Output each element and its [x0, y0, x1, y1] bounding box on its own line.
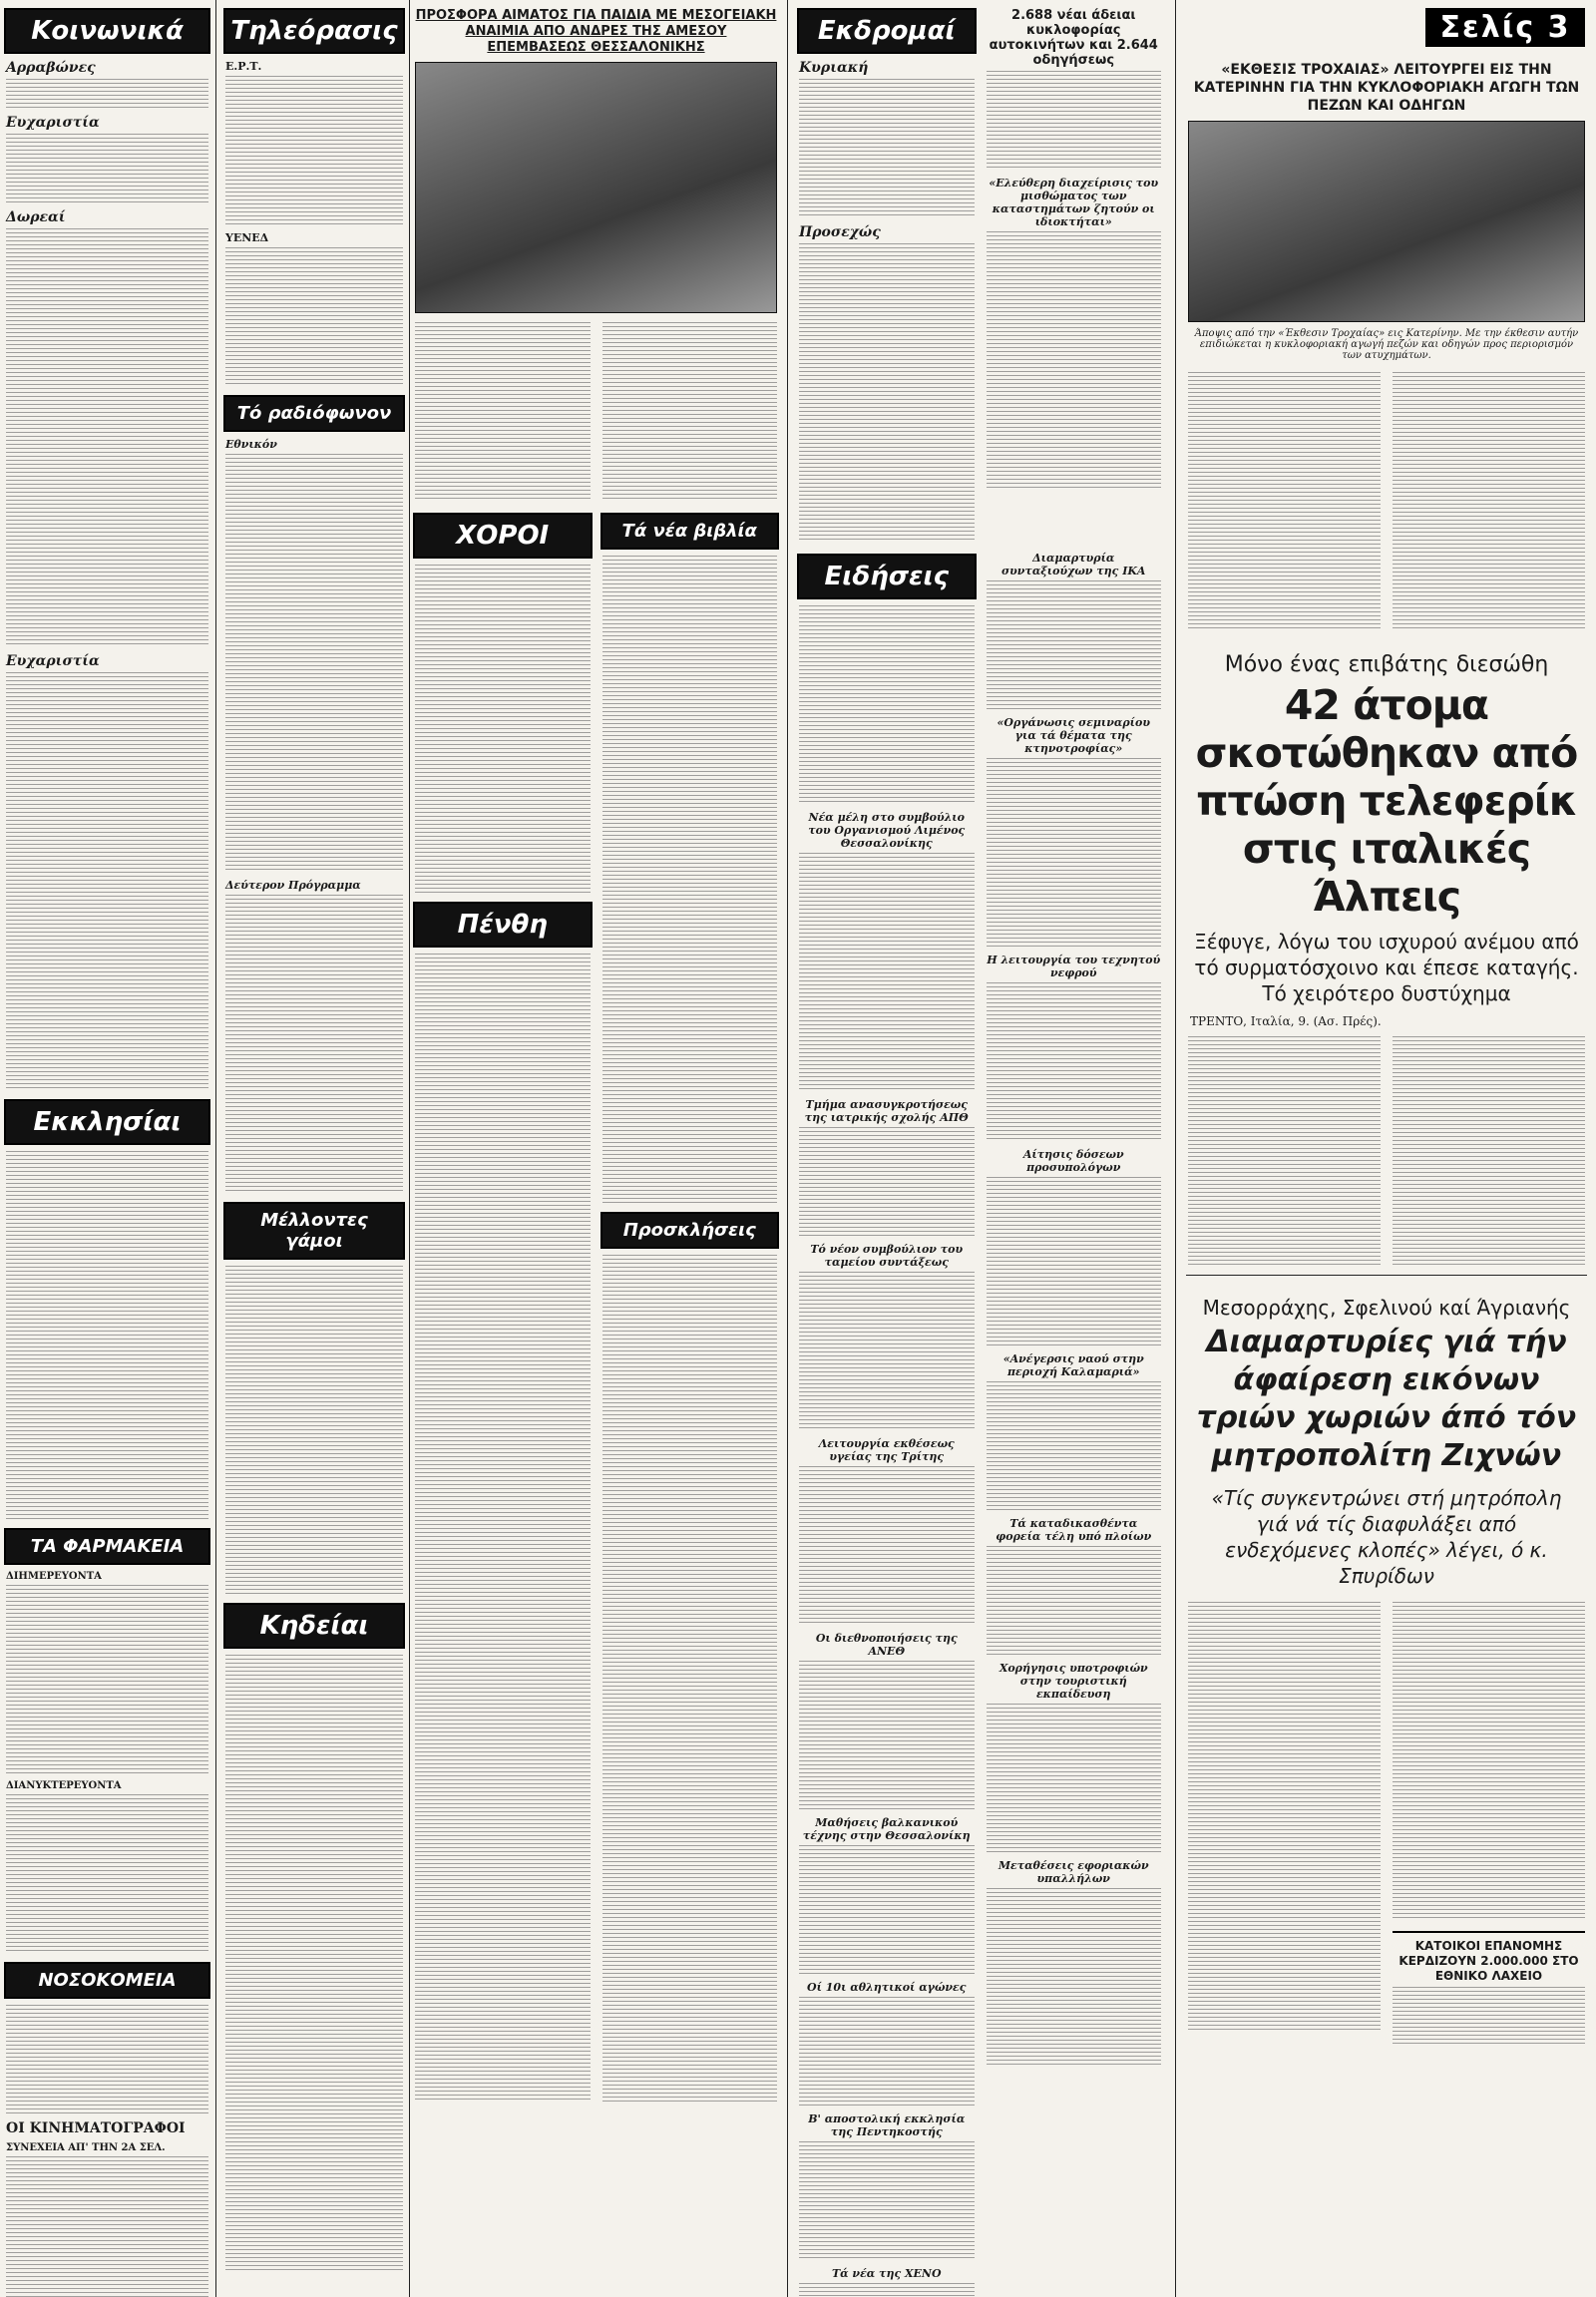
cable-car-kicker: Μόνο ένας επιβάτης διεσώθη — [1224, 652, 1549, 677]
text-block — [6, 2156, 208, 2297]
section-heading-radio: Τό ραδιόφωνον — [223, 395, 405, 432]
text-block — [799, 1661, 975, 1810]
text-block — [799, 243, 975, 543]
text-block — [6, 2005, 208, 2114]
subheading-upcoming: Προσεχώς — [799, 224, 881, 240]
icons-kicker: Μεσορράχης, Σφελινού καί Άγριανής — [1202, 1296, 1571, 1320]
traffic-exhibition-headline: «ΕΚΘΕΣΙΣ ΤΡΟΧΑΙΑΣ» ΛΕΙΤΟΥΡΓΕΙ ΕΙΣ ΤΗΝ ΚΑΤΕΡΙΝΗΝ ΓΙΑ ΤΗΝ ΚΥΚΛΟΦΟΡΙΑΚΗ ΑΓΩΓΗ ΤΩΝ ΠΕΖΩΝ ΚΑΙ ΟΔΗΓΩΝ — [1193, 62, 1580, 114]
text-block — [987, 1546, 1162, 1656]
headline-news: Οι διεθνοποιήσεις της ΑΝΕΘ — [815, 1632, 958, 1658]
text-block — [799, 1127, 975, 1237]
headline-news: Τμήμα ανασυγκροτήσεως της ιατρικής σχολής ΑΠΘ — [804, 1098, 969, 1124]
column-tv-radio — [219, 0, 409, 2297]
headline-news: «Οργάνωσις σεμιναρίου για τά θέματα της κτηνοτροφίας» — [997, 716, 1150, 755]
subheading-cinemas: ΟΙ ΚΙΝΗΜΑΤΟΓΡΑΦΟΙ — [6, 2120, 186, 2136]
text-block — [1393, 1036, 1585, 1266]
text-block — [799, 1272, 975, 1431]
subheading-ert: Ε.Ρ.Τ. — [225, 60, 262, 73]
headline-news: Μαθήσεις βαλκανικού τέχνης στην Θεσσαλονίκη — [802, 1816, 971, 1842]
icons-headline: Διαμαρτυρίες γιά τήν άφαίρεση εικόνων τριών χωριών άπό τόν μητροπολίτη Ζιχνών — [1196, 1325, 1577, 1473]
subheading-day-pharmacies: ΔΙΗΜΕΡΕΥΟΝΤΑ — [6, 1571, 102, 1582]
section-heading-dances: ΧΟΡΟΙ — [413, 513, 593, 559]
text-block — [987, 1381, 1162, 1511]
section-heading-funerals: Κηδείαι — [223, 1603, 405, 1649]
subheading-thanks: Ευχαριστία — [6, 115, 100, 131]
headline-news: Β' αποστολική εκκλησία της Πεντηκοστής — [808, 2112, 966, 2138]
photo-headline: ΠΡΟΣΦΟΡΑ ΑΙΜΑΤΟΣ ΓΙΑ ΠΑΙΔΙΑ ΜΕ ΜΕΣΟΓΕΙΑΚΗ ΑΝΑΙΜΙΑ ΑΠΟ ΑΝΔΡΕΣ ΤΗΣ ΑΜΕΣΟΥ ΕΠΕΜΒΑΣΕΩΣ ΘΕΣΣΑΛΟΝΙΚΗΣ — [415, 8, 777, 55]
text-block — [1188, 372, 1381, 631]
column-social — [0, 0, 214, 2297]
text-block — [799, 2283, 975, 2297]
column-front-stories — [1182, 0, 1591, 2297]
text-block — [602, 322, 778, 502]
subheading-donations: Δωρεαί — [6, 209, 66, 225]
headline-new-licenses: 2.688 νέαι άδειαι κυκλοφορίας αυτοκινήτων και 2.644 οδηγήσεως — [989, 8, 1158, 68]
subheading-thanks-2: Ευχαριστία — [6, 653, 100, 669]
text-block — [6, 79, 208, 109]
text-block — [602, 1255, 778, 2103]
section-heading-news: Ειδήσεις — [797, 554, 977, 599]
section-heading-churches: Εκκλησίαι — [4, 1099, 210, 1145]
text-block — [602, 556, 778, 1204]
headline-news: «Ελεύθερη διαχείρισις του μισθώματος των καταστημάτων ζητούν οι ιδιοκτήται» — [989, 177, 1159, 228]
text-block — [799, 1466, 975, 1626]
column-rule — [787, 0, 788, 2297]
text-block — [6, 1585, 208, 1774]
section-heading-weddings: Μέλλοντες γάμοι — [223, 1202, 405, 1260]
headline-news: Χορήγησις υποτροφιών στην τουριστική εκπαίδευση — [998, 1662, 1148, 1701]
text-block — [415, 954, 591, 2101]
text-block — [225, 895, 403, 1194]
icons-quote: «Τίς συγκεντρώνει στή μητρόπολη γιά νά τίς διαφυλάξει από ενδεχόμενες κλοπές» λέγει, ό κ. Σπυρίδων — [1211, 1486, 1562, 1588]
text-block — [987, 580, 1162, 710]
headline-news: Νέα μέλη στο συμβούλιο του Οργανισμού Λιμένος Θεσσαλονίκης — [808, 811, 966, 850]
section-heading-new-books: Τά νέα βιβλία — [600, 513, 780, 550]
section-heading-social: Κοινωνικά — [4, 8, 210, 54]
text-block — [987, 1177, 1162, 1346]
text-block — [987, 758, 1162, 948]
text-block — [799, 1845, 975, 1975]
text-block — [1393, 1602, 1585, 1921]
text-block — [6, 228, 208, 647]
text-block — [987, 1888, 1162, 2068]
section-heading-invitations: Προσκλήσεις — [600, 1212, 780, 1249]
divider — [1186, 1275, 1587, 1276]
text-block — [987, 982, 1162, 1142]
cable-car-subhead: Ξέφυγε, λόγω του ισχυρού ανέμου από τό συρματόσχοινο και έπεσε καταγής. Τό χειρότερο δυστύχημα — [1194, 930, 1579, 1005]
headline-news: Διαμαρτυρία συνταξιούχων της ΙΚΑ — [1001, 552, 1146, 577]
subheading-sunday: Κυριακή — [799, 60, 869, 76]
subheading-yened: ΥΕΝΕΔ — [225, 231, 269, 244]
headline-news: Τό νέον συμβούλιον του ταμείου συντάξεως — [810, 1243, 964, 1269]
text-block — [1393, 1987, 1585, 2047]
column-center — [409, 0, 783, 2297]
text-block — [6, 672, 208, 1091]
column-rule — [1175, 0, 1176, 2297]
text-block — [225, 1655, 403, 2273]
text-block — [987, 71, 1162, 171]
headline-news: «Ανέγερσις ναού στην περιοχή Καλαμαριά» — [1002, 1352, 1144, 1378]
text-block — [799, 1997, 975, 2106]
text-block — [1393, 372, 1585, 631]
column-rule — [215, 0, 216, 2297]
lottery-headline: ΚΑΤΟΙΚΟΙ ΕΠΑΝΟΜΗΣ ΚΕΡΔΙΖΟΥΝ 2.000.000 ΣΤΟ ΕΘΝΙΚΟ ΛΑΧΕΙΟ — [1393, 1931, 1585, 1984]
text-block — [799, 79, 975, 218]
text-block — [225, 454, 403, 873]
text-block — [799, 853, 975, 1092]
section-heading-mourning: Πένθη — [413, 902, 593, 948]
subheading-night-pharmacies: ΔΙΑΝΥΚΤΕΡΕΥΟΝΤΑ — [6, 1780, 122, 1791]
text-block — [799, 605, 975, 805]
headline-news: Αίτησις δόσεων προσυπολόγων — [1022, 1148, 1124, 1174]
text-block — [415, 565, 591, 894]
headline-news: Τά καταδικασθέντα φορεία τέλη υπό πλοίων — [996, 1517, 1152, 1543]
text-block — [1188, 1036, 1381, 1266]
section-heading-television: Τηλεόρασις — [223, 8, 405, 54]
headline-news: Οί 10ι αθλητικοί αγώνες — [807, 1981, 967, 1994]
subheading-engagements: Αρραβώνες — [6, 60, 96, 76]
text-block — [1188, 1602, 1381, 2031]
text-block — [225, 247, 403, 387]
text-block — [225, 1266, 403, 1595]
cable-car-headline: 42 άτομα σκοτώθηκαν από πτώση τελεφερίκ στις ιταλικές Άλπεις — [1195, 681, 1578, 921]
text-block — [225, 76, 403, 225]
text-block — [987, 1704, 1162, 1853]
blood-donation-photo — [415, 62, 777, 313]
section-heading-hospitals: ΝΟΣΟΚΟΜΕΙΑ — [4, 1962, 210, 1999]
section-heading-excursions: Εκδρομαί — [797, 8, 977, 54]
text-block — [6, 1794, 208, 1954]
headline-news: Λειτουργία εκθέσεως υγείας της Τρίτης — [818, 1437, 955, 1463]
headline-news: Μεταθέσεις εφοριακών υπαλλήλων — [998, 1859, 1149, 1885]
headline-news: Η λειτουργία του τεχνητού νεφρού — [987, 954, 1161, 979]
text-block — [415, 322, 591, 502]
traffic-exhibition-photo — [1188, 121, 1585, 322]
column-excursions-news — [793, 0, 1167, 2297]
text-block — [799, 2141, 975, 2261]
text-block — [6, 134, 208, 203]
section-heading-pharmacies: ΤΑ ΦΑΡΜΑΚΕΙΑ — [4, 1528, 210, 1565]
subheading-cinemas-continued: ΣΥΝΕΧΕΙΑ ΑΠ' ΤΗΝ 2Α ΣΕΛ. — [6, 2142, 166, 2153]
cable-car-dateline: ΤΡΕΝΤΟ, Ιταλία, 9. (Ασ. Πρές). — [1190, 1014, 1382, 1028]
traffic-exhibition-caption: Άποψις από την «Έκθεσιν Τροχαίας» εις Κατερίνην. Με την έκθεσιν αυτήν επιδιώκεται η κυκλοφοριακή αγωγή πεζών και οδηγών προς περιορισμόν των ατυχημάτων. — [1194, 328, 1579, 361]
text-block — [987, 231, 1162, 491]
subheading-national: Εθνικόν — [225, 438, 277, 451]
headline-news: Τά νέα της ΧΕΝΟ — [831, 2267, 942, 2280]
page-number-masthead: Σελίς 3 — [1425, 8, 1585, 47]
subheading-second-program: Δεύτερον Πρόγραμμα — [225, 879, 361, 892]
text-block — [6, 1151, 208, 1520]
